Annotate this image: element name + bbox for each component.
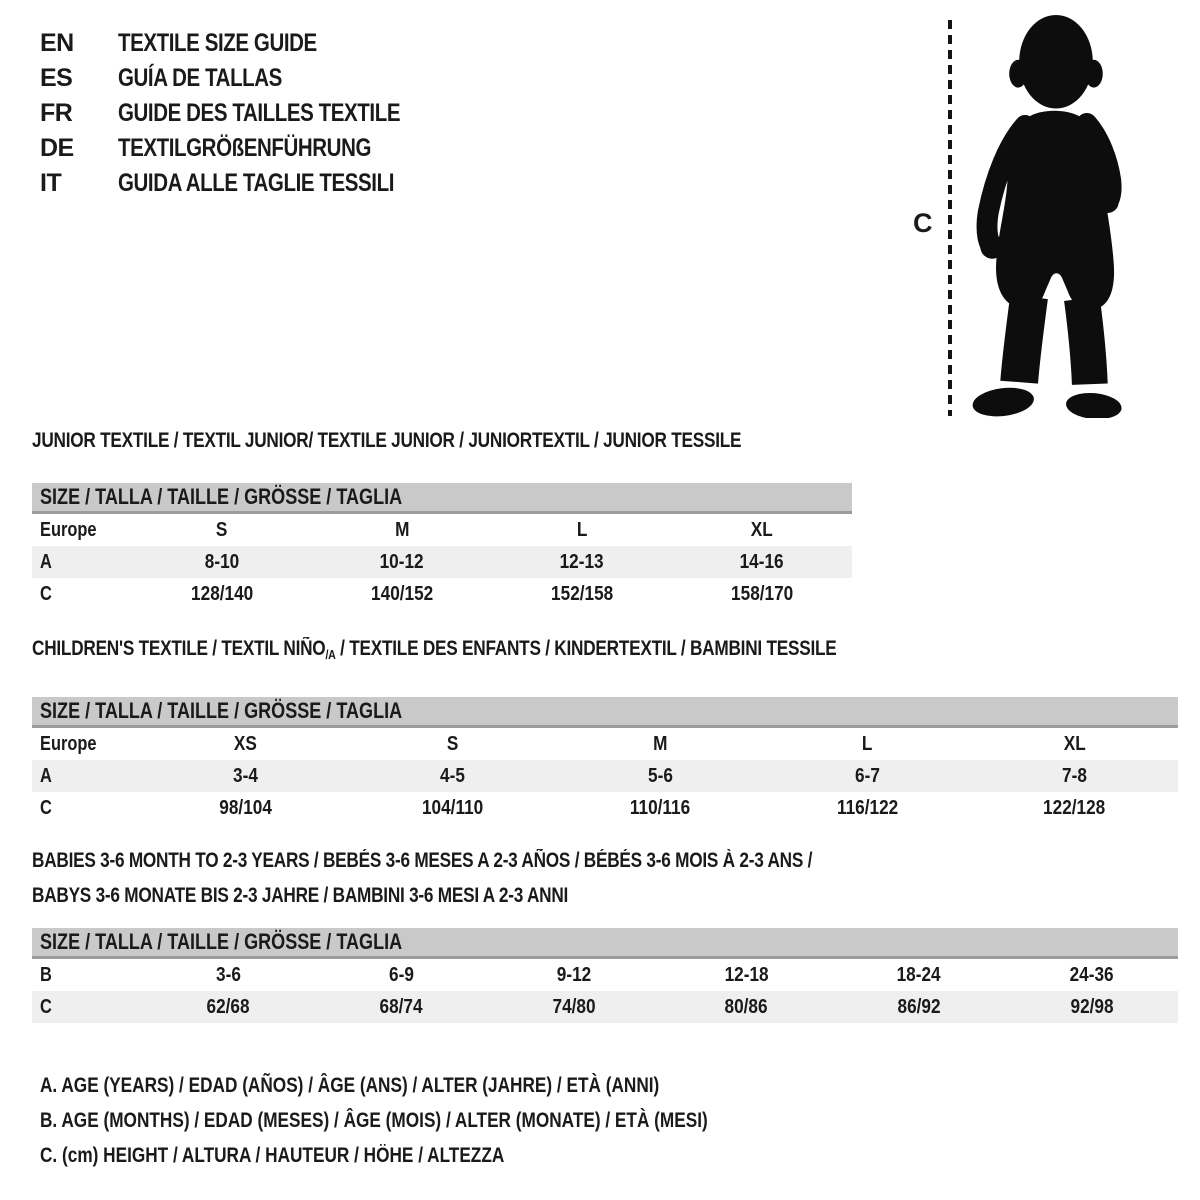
babies-textile-section xyxy=(32,843,1178,1023)
legend xyxy=(40,1068,854,1173)
table-cell: 3-6 xyxy=(215,963,241,986)
column-header: XS xyxy=(234,732,258,755)
column-header: L xyxy=(576,518,588,541)
junior-row-height xyxy=(32,578,852,610)
column-header: XL xyxy=(1063,732,1086,755)
table-cell: 116/122 xyxy=(836,796,898,819)
junior-textile-section xyxy=(32,430,852,610)
table-cell: 158/170 xyxy=(730,582,794,605)
children-row-age xyxy=(32,760,1178,792)
column-header: Europe xyxy=(40,518,97,541)
babies-title-line2: BABYS 3-6 MONATE BIS 2-3 JAHRE / BAMBINI 3-6 MESI A 2-3 ANNI xyxy=(32,884,569,907)
table-cell: 152/158 xyxy=(550,582,614,605)
legend-line-c: C. (cm) HEIGHT / ALTURA / HAUTEUR / HÖHE / ALTEZZA xyxy=(40,1143,505,1167)
table-cell: 5-6 xyxy=(647,764,673,787)
language-title: TEXTILGRÖßENFÜHRUNG xyxy=(118,134,372,162)
table-cell: 62/68 xyxy=(206,995,250,1018)
row-label: B xyxy=(40,963,52,986)
table-cell: 8-10 xyxy=(204,550,240,573)
column-header: Europe xyxy=(40,732,97,755)
language-code: IT xyxy=(40,169,62,197)
language-title: GUIDA ALLE TAGLIE TESSILI xyxy=(118,169,394,197)
children-table-title: CHILDREN'S TEXTILE / TEXTIL $NIÑO_{/A}$ / TEXTILE DES ENFANTS / KINDERTEXTIL / BAMBINI TESSILE xyxy=(32,637,837,662)
language-header xyxy=(40,26,462,201)
column-header: S xyxy=(216,518,228,541)
table-cell: 12-18 xyxy=(724,963,769,986)
language-row-de xyxy=(40,131,462,166)
children-textile-section xyxy=(32,638,1178,824)
language-code: ES xyxy=(40,64,73,92)
table-cell: 110/116 xyxy=(629,796,691,819)
table-cell: 24-36 xyxy=(1069,963,1114,986)
table-cell: 104/110 xyxy=(422,796,484,819)
language-code: FR xyxy=(40,99,73,127)
table-cell: 92/98 xyxy=(1070,995,1114,1018)
table-cell: 10-12 xyxy=(380,550,424,573)
height-measure-label: C xyxy=(913,208,933,238)
language-row-it xyxy=(40,166,462,201)
column-header: XL xyxy=(751,518,773,541)
row-label: A xyxy=(40,550,52,573)
table-cell: 140/152 xyxy=(370,582,434,605)
row-label: C xyxy=(40,582,52,605)
babies-size-header: SIZE / TALLA / TAILLE / GRÖSSE / TAGLIA xyxy=(32,928,1178,959)
language-code: DE xyxy=(40,134,74,162)
babies-row-months xyxy=(32,959,1178,991)
babies-row-height xyxy=(32,991,1178,1023)
language-row-fr xyxy=(40,96,462,131)
table-cell: 4-5 xyxy=(440,764,466,787)
table-cell: 74/80 xyxy=(552,995,596,1018)
row-label: A xyxy=(40,764,52,787)
table-cell: 80/86 xyxy=(724,995,768,1018)
children-row-height xyxy=(32,792,1178,824)
toddler-silhouette-icon xyxy=(963,10,1143,418)
row-label: C xyxy=(40,796,52,819)
column-header: S xyxy=(447,732,459,755)
table-cell: 14-16 xyxy=(740,550,784,573)
table-cell: 3-4 xyxy=(233,764,259,787)
language-title: TEXTILE SIZE GUIDE xyxy=(118,29,317,57)
column-header: M xyxy=(394,518,410,541)
nino-a-subscript: /A xyxy=(325,647,336,662)
junior-columns-row xyxy=(32,514,852,546)
junior-table-title: JUNIOR TEXTILE / TEXTIL JUNIOR/ TEXTILE JUNIOR / JUNIORTEXTIL / JUNIOR TESSILE xyxy=(32,429,742,452)
language-title: GUÍA DE TALLAS xyxy=(118,64,282,92)
table-cell: 6-7 xyxy=(854,764,880,787)
table-cell: 122/128 xyxy=(1043,796,1106,819)
language-row-es xyxy=(40,61,462,96)
language-code: EN xyxy=(40,29,74,57)
language-title: GUIDE DES TAILLES TEXTILE xyxy=(118,99,401,127)
table-cell: 9-12 xyxy=(556,963,591,986)
children-columns-row xyxy=(32,728,1178,760)
row-label: C xyxy=(40,995,52,1018)
column-header: M xyxy=(652,732,668,755)
children-size-header: SIZE / TALLA / TAILLE / GRÖSSE / TAGLIA xyxy=(32,697,1178,728)
height-dashed-line xyxy=(948,20,952,416)
table-cell: 6-9 xyxy=(388,963,414,986)
language-row-en xyxy=(40,26,462,61)
legend-line-a: A. AGE (YEARS) / EDAD (AÑOS) / ÂGE (ANS) / ALTER (JAHRE) / ETÀ (ANNI) xyxy=(40,1073,660,1097)
column-header: L xyxy=(861,732,873,755)
babies-title-line1: BABIES 3-6 MONTH TO 2-3 YEARS / BEBÉS 3-6 MESES A 2-3 AÑOS / BÉBÉS 3-6 MOIS À 2-3 ANS / xyxy=(32,849,813,872)
table-cell: 98/104 xyxy=(219,796,272,819)
table-cell: 12-13 xyxy=(560,550,604,573)
table-cell: 86/92 xyxy=(897,995,941,1018)
legend-line-b: B. AGE (MONTHS) / EDAD (MESES) / ÂGE (MOIS) / ALTER (MONATE) / ETÀ (MESI) xyxy=(40,1108,708,1132)
table-cell: 18-24 xyxy=(896,963,941,986)
table-cell: 68/74 xyxy=(379,995,423,1018)
table-cell: 7-8 xyxy=(1061,764,1087,787)
junior-size-header: SIZE / TALLA / TAILLE / GRÖSSE / TAGLIA xyxy=(32,483,852,514)
table-cell: 128/140 xyxy=(190,582,254,605)
junior-row-age xyxy=(32,546,852,578)
babies-table-title xyxy=(32,843,1178,913)
